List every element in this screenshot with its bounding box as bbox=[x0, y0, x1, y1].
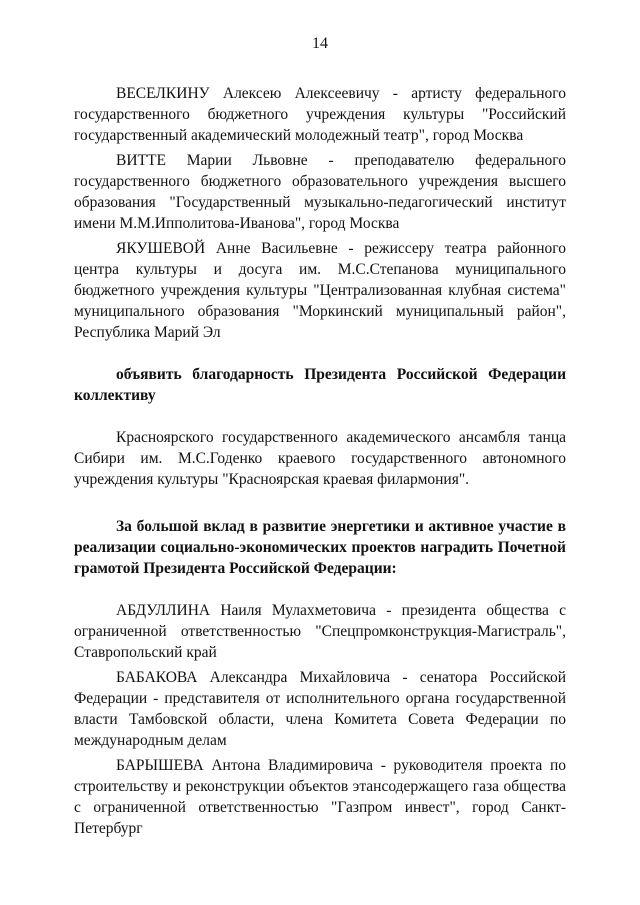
award-entry-krasnoyarsk-ensemble: Красноярского государственного академического ансамбля танца Сибири им. М.С.Годенко краевого государственного автономного учреждения культуры "Красноярская краевая филармония". bbox=[74, 429, 566, 488]
award-entry-veselkin: ВЕСЕЛКИНУ Алексею Алексеевичу - артисту федерального государственного бюджетного учреждения культуры "Российский государственный академический молодежный театр", город Москва bbox=[74, 85, 566, 144]
document-body bbox=[74, 83, 566, 839]
award-entry-baryshev: БАРЫШЕВА Антона Владимировича - руководителя проекта по строительству и реконструкции объектов этансодержащего газа общества с ограниченной ответственностью "Газпром инвест", город Санкт-Петербург bbox=[74, 757, 566, 837]
award-entry-yakusheva: ЯКУШЕВОЙ Анне Васильевне - режиссеру театра районного центра культуры и досуга им. М.С.Степанова муниципального бюджетного учреждения культуры "Централизованная клубная система" муниципального образования "Моркинский муниципальный район", Республика Марий Эл bbox=[74, 240, 566, 341]
page-number: 14 bbox=[312, 35, 328, 52]
award-entry-vitte: ВИТТЕ Марии Львовне - преподавателю федерального государственного бюджетного образовательного учреждения высшего образования "Государственный музыкально-педагогический институт имени М.М.Ипполитова-Иванова", город Москва bbox=[74, 152, 566, 232]
award-entry-abdullin: АБДУЛЛИНА Наиля Мулахметовича - президента общества с ограниченной ответственностью "Спецпромконструкция-Магистраль", Ставропольский край bbox=[74, 602, 566, 661]
section-heading-gratitude: объявить благодарность Президента Российской Федерации коллективу bbox=[74, 366, 566, 404]
section-heading-certificate: За большой вклад в развитие энергетики и активное участие в реализации социально-экономических проектов наградить Почетной грамотой Президента Российской Федерации: bbox=[74, 518, 566, 577]
award-entry-babakov: БАБАКОВА Александра Михайловича - сенатора Российской Федерации - представителя от исполнительного органа государственной власти Тамбовской области, члена Комитета Совета Федерации по международным делам bbox=[74, 669, 566, 749]
